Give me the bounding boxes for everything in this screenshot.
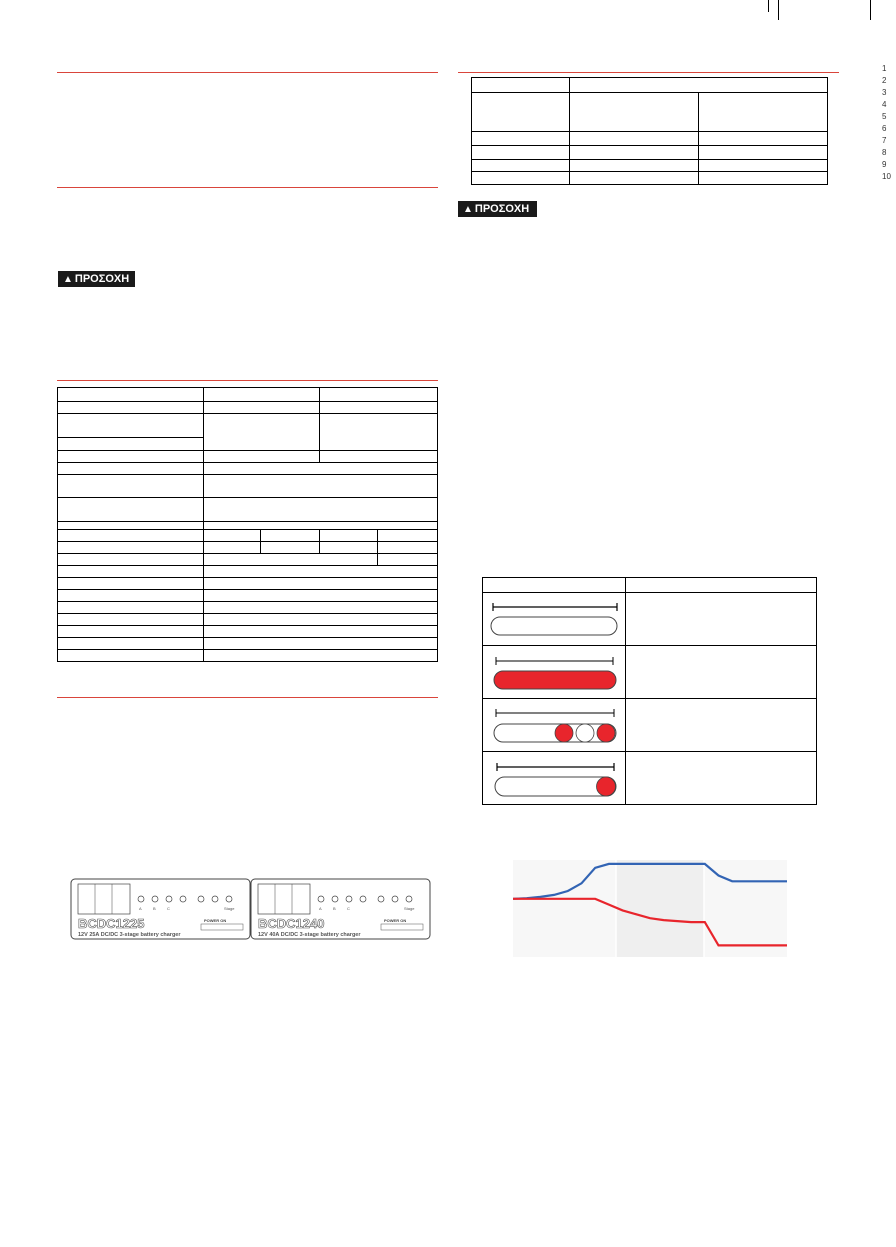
label-legend-stage: Stage [224,906,235,911]
label-legend-c: C [347,906,350,911]
warning-badge-right [458,201,537,217]
led-blink-illustration [483,699,626,749]
warning-label: ΠΡΟΣΟΧΗ [474,203,530,215]
margin-mark: 6 [882,124,887,133]
margin-mark: 4 [882,100,887,109]
led-status-table [482,577,817,805]
margin-mark: 3 [882,88,887,97]
section-rule-3 [57,380,438,381]
compat-table [471,77,828,185]
led-off-illustration [483,593,626,643]
margin-mark: 10 [882,172,891,181]
section-rule-1 [57,72,438,73]
led-row-4 [483,752,626,805]
margin-mark: 1 [882,64,887,73]
warning-triangle-icon: ▲ [63,274,73,285]
warning-badge-left [58,271,135,287]
section-rule-4 [57,697,438,698]
label-power-on: POWER ON [384,918,407,923]
led-solid-illustration [483,646,626,696]
label-model: BCDC1240 [258,916,325,931]
led-row-1 [483,593,626,646]
spec-table [57,387,438,662]
margin-mark: 9 [882,160,887,169]
led-row-3 [483,699,626,752]
crop-mark [768,0,769,12]
led-row-2 [483,646,626,699]
section-rule-right [458,72,839,73]
warning-label: ΠΡΟΣΟΧΗ [74,273,130,285]
warning-triangle-icon: ▲ [463,204,473,215]
label-subtitle: 12V 40A DC/DC 3-stage battery charger [258,932,361,938]
stage-absorption-bg [616,860,704,957]
margin-mark: 7 [882,136,887,145]
stage-bulk-bg [513,860,616,957]
margin-mark: 8 [882,148,887,157]
label-legend-c: C [167,906,170,911]
crop-mark [778,0,779,20]
margin-mark: 5 [882,112,887,121]
led-flash-illustration [483,752,626,802]
label-legend-stage: Stage [404,906,415,911]
label-legend-a: A [319,906,322,911]
label-legend-b: B [153,906,156,911]
label-legend-a: A [139,906,142,911]
product-labels-illustration [70,878,432,940]
label-power-on: POWER ON [204,918,227,923]
crop-mark [870,0,871,20]
label-model: BCDC1225 [78,916,145,931]
label-legend-b: B [333,906,336,911]
label-subtitle: 12V 25A DC/DC 3-stage battery charger [78,932,181,938]
charging-curve-chart [513,860,787,957]
section-rule-2 [57,187,438,188]
margin-mark: 2 [882,76,887,85]
